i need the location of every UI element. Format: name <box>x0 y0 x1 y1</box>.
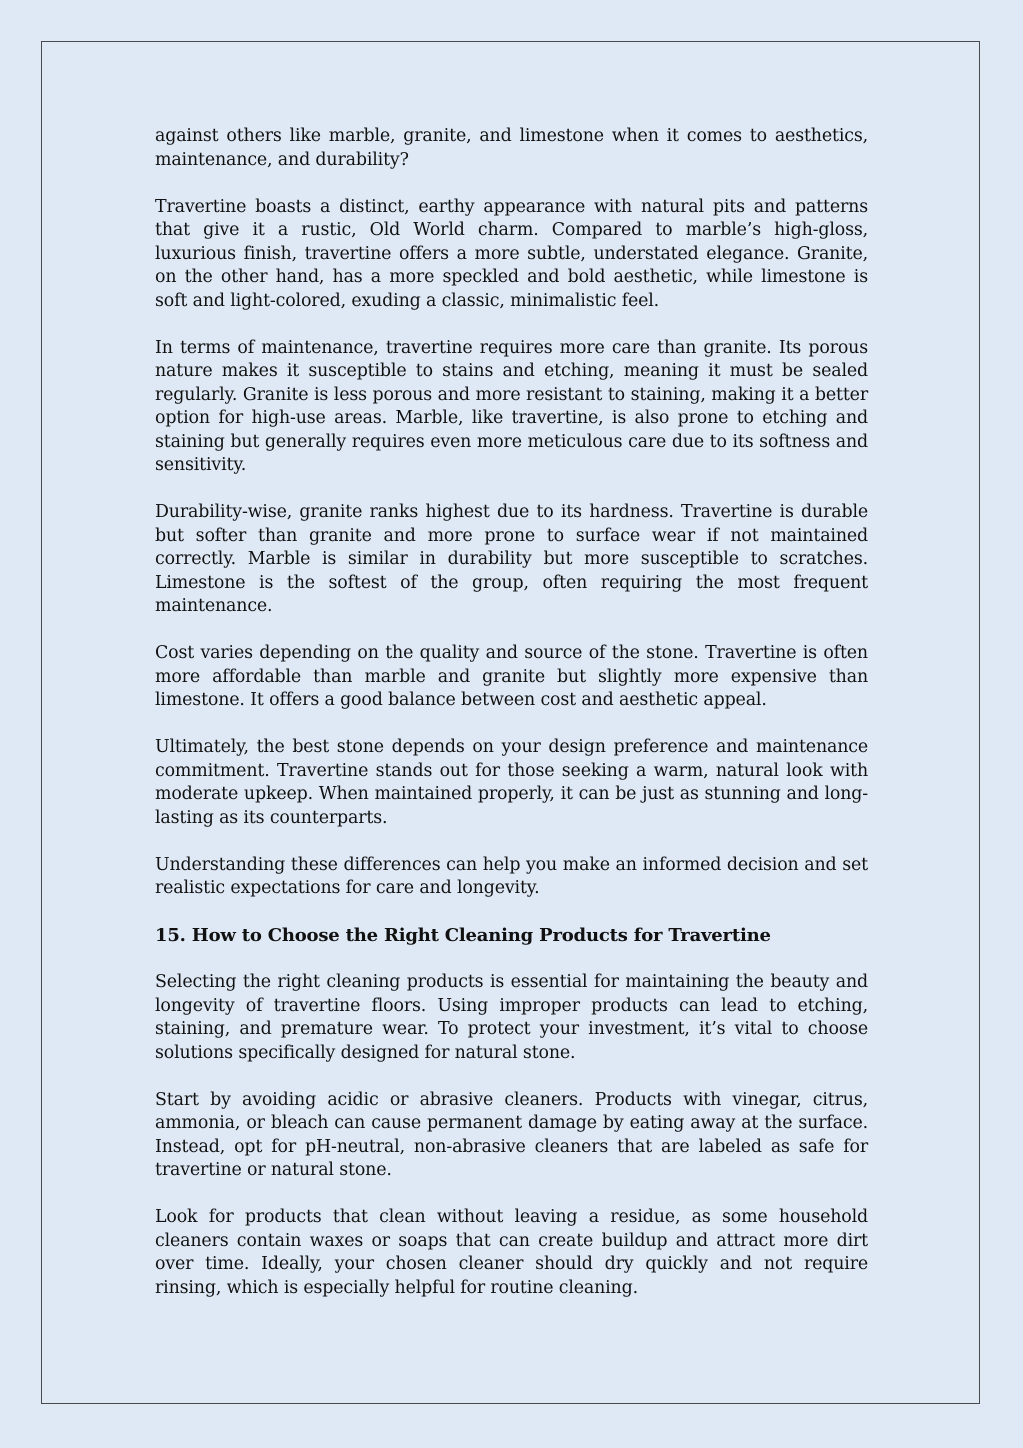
paragraph-cost: Cost varies depending on the quality and source of the stone. Travertine is often more affordable than marble and granite but slightly more expensive than limestone. It offers a good balance between cost and aesthetic appeal. <box>155 643 868 710</box>
paragraph-stone-comparison-intro: against others like marble, granite, and limestone when it comes to aesthetics, maintenance, and durability? <box>155 126 868 170</box>
paragraph-aesthetics: Travertine boasts a distinct, earthy appearance with natural pits and patterns that give it a rustic, Old World charm. Compared to marble’s high-gloss, luxurious finish, travertine offers a more subtle, understated elegance. Granite, on the other hand, has a more speckled and bold aesthetic, while limestone is soft and light-colored, exuding a classic, minimalistic feel. <box>155 196 868 311</box>
paragraph-understanding-differences: Understanding these differences can help you make an informed decision and set realistic expectations for care and longevity. <box>155 854 868 898</box>
paragraph-conclusion: Ultimately, the best stone depends on your design preference and maintenance commitment. Travertine stands out for those seeking a warm, natural look with moderate upkeep. When maintained properly, it can be just as stunning and long-lasting as its counterparts. <box>155 737 868 828</box>
paragraph-avoid-acidic-cleaners: Start by avoiding acidic or abrasive cleaners. Products with vinegar, citrus, ammonia, or bleach can cause permanent damage by eating away at the surface. Instead, opt for pH-neutral, non-abrasive cleaners that are labeled as safe for travertine or natural stone. <box>155 1089 868 1180</box>
paragraph-selecting-products: Selecting the right cleaning products is essential for maintaining the beauty and longevity of travertine floors. Using improper products can lead to etching, staining, and premature wear. To protect your investment, it’s vital to choose solutions specifically designed for natural stone. <box>155 972 868 1063</box>
paragraph-residue-free-products: Look for products that clean without leaving a residue, as some household cleaners contain waxes or soaps that can create buildup and attract more dirt over time. Ideally, your chosen cleaner should dry quickly and not require rinsing, which is especially helpful for routine cleaning. <box>155 1207 868 1298</box>
section-heading: 15. How to Choose the Right Cleaning Products for Travertine <box>155 925 771 946</box>
document-body <box>155 125 868 1324</box>
paragraph-maintenance: In terms of maintenance, travertine requires more care than granite. Its porous nature makes it susceptible to stains and etching, meaning it must be sealed regularly. Granite is less porous and more resistant to staining, making it a better option for high-use areas. Marble, like travertine, is also prone to etching and staining but generally requires even more meticulous care due to its softness and sensitivity. <box>155 337 868 475</box>
paragraph-durability: Durability-wise, granite ranks highest due to its hardness. Travertine is durable but softer than granite and more prone to surface wear if not maintained correctly. Marble is similar in durability but more susceptible to scratches. Limestone is the softest of the group, often requiring the most frequent maintenance. <box>155 502 868 616</box>
